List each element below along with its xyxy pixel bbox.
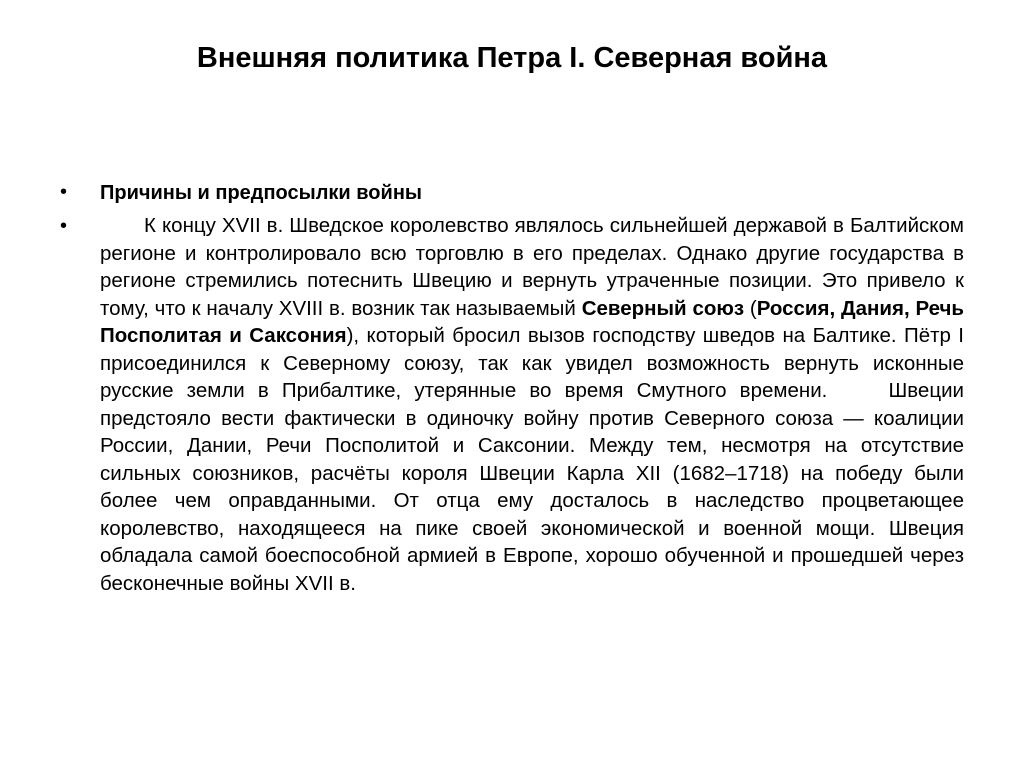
bullet-item-body	[60, 212, 964, 597]
paragraph-text: (	[744, 296, 757, 320]
bullet-marker: •	[60, 181, 68, 203]
bullet-item-heading	[60, 178, 964, 208]
slide-content	[60, 178, 964, 597]
section-heading: Причины и предпосылки войны	[100, 182, 422, 204]
paragraph-text: К концу XVII в. Шведское королевство являлось сильнейшей державой в Балтийском регионе и контролировало всю торговлю в его пределах. Однако другие государства в регионе стремились потеснить Швецию и вернуть утраченные позиции. Это привело к тому, что к началу XVIII в. возник так называемый	[100, 214, 964, 320]
bullet-marker: •	[60, 215, 68, 237]
paragraph-text: Швеции предстояло вести фактически в одиночку войну против Северного союза — коалиции России, Дании, Речи Посполитой и Саксонии. Между тем, несмотря на отсутствие сильных союзников, расчёты короля Швеции Карла XII (1682–1718) на победу были более чем оправданными. От отца ему досталось в наследство процветающее королевство, находящееся на пике своей экономической и военной мощи. Швеция обладала самой боеспособной армией в Европе, хорошо обученной и прошедшей через бесконечные войны XVII в.	[100, 379, 964, 595]
bold-term: Россия, Дания, Речь Посполитая и Саксония	[100, 296, 965, 347]
slide-title: Внешняя политика Петра I. Северная война	[196, 42, 828, 74]
paragraph-text: ), который бросил вызов господству шведов на Балтике. Пётр I присоединился к Северному союзу, так как увидел возможность вернуть исконные русские земли в Прибалтике, утерянные во время Смутного времени.	[100, 324, 965, 402]
body-paragraph	[100, 212, 964, 597]
bold-term: Северный союз	[581, 296, 745, 320]
